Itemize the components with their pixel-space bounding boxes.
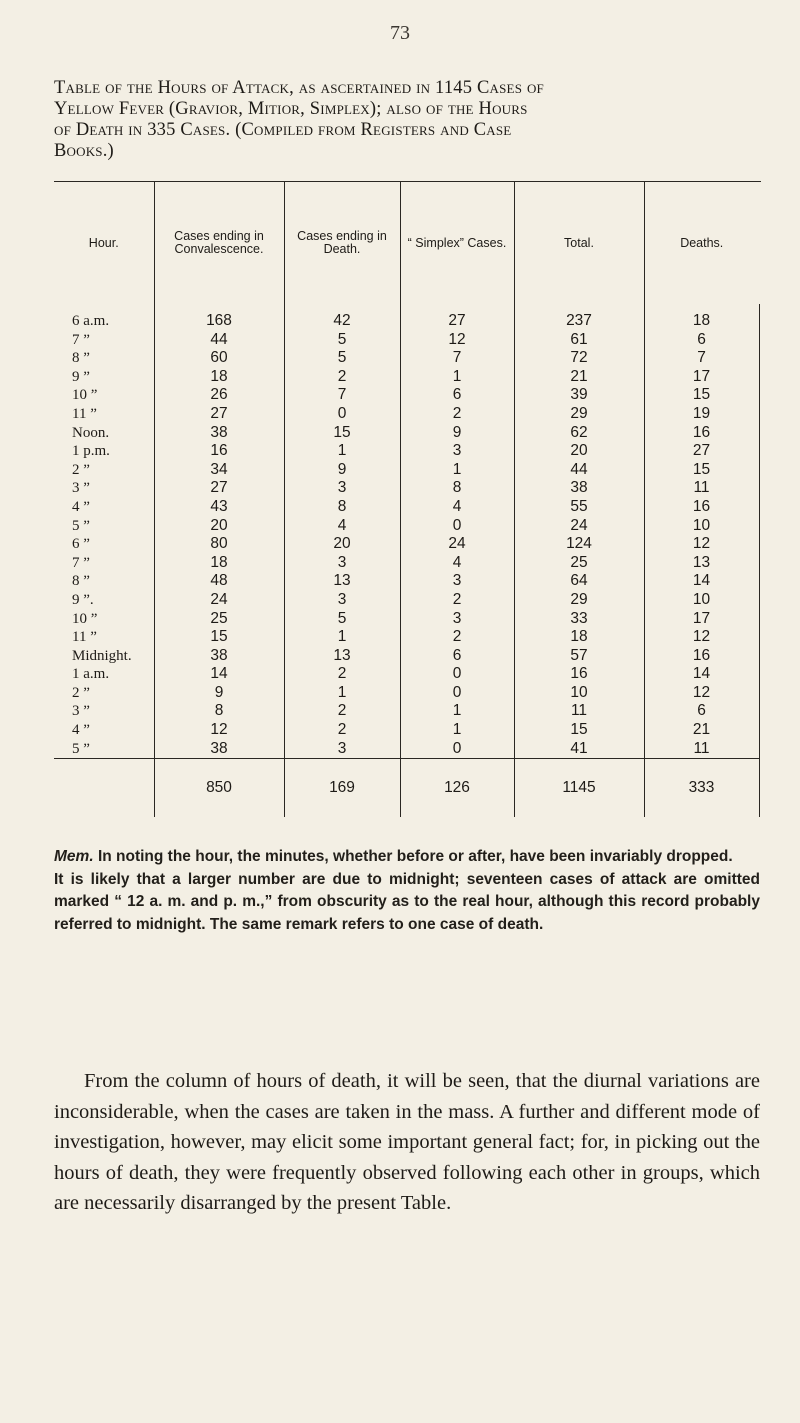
table-caption — [54, 78, 754, 162]
cell-convalescence: 38 — [154, 647, 284, 666]
cell-death-cases: 42 — [284, 304, 400, 331]
cell-convalescence: 43 — [154, 498, 284, 517]
cell-convalescence: 26 — [154, 386, 284, 405]
cell-deaths: 12 — [644, 628, 759, 647]
cell-convalescence: 27 — [154, 479, 284, 498]
cell-death-cases: 3 — [284, 479, 400, 498]
total-simplex: 126 — [400, 759, 514, 818]
cell-deaths: 21 — [644, 721, 759, 740]
cell-deaths: 11 — [644, 479, 759, 498]
cell-simplex: 12 — [400, 331, 514, 350]
table-row — [54, 424, 759, 443]
cell-convalescence: 16 — [154, 442, 284, 461]
cell-death-cases: 13 — [284, 647, 400, 666]
cell-deaths: 19 — [644, 405, 759, 424]
cell-simplex: 2 — [400, 591, 514, 610]
cell-deaths: 14 — [644, 665, 759, 684]
cell-total: 21 — [514, 368, 644, 387]
cell-simplex: 0 — [400, 517, 514, 536]
cell-hour: 7 ” — [54, 554, 154, 573]
cell-total: 72 — [514, 349, 644, 368]
cell-convalescence: 24 — [154, 591, 284, 610]
cell-convalescence: 38 — [154, 740, 284, 759]
cell-total: 18 — [514, 628, 644, 647]
caption-line: Table of the Hours of Attack, as ascertained in 1145 Cases of — [54, 78, 544, 98]
cell-convalescence: 8 — [154, 702, 284, 721]
cell-convalescence: 18 — [154, 554, 284, 573]
table-row — [54, 665, 759, 684]
total-deaths: 333 — [644, 759, 759, 818]
table-row — [54, 461, 759, 480]
total-hour — [54, 759, 154, 818]
table-row — [54, 572, 759, 591]
cell-hour: 8 ” — [54, 349, 154, 368]
table-row — [54, 368, 759, 387]
cell-hour: 11 ” — [54, 405, 154, 424]
cell-total: 44 — [514, 461, 644, 480]
cell-death-cases: 7 — [284, 386, 400, 405]
cell-deaths: 16 — [644, 647, 759, 666]
cell-convalescence: 20 — [154, 517, 284, 536]
cell-deaths: 12 — [644, 684, 759, 703]
cell-total: 41 — [514, 740, 644, 759]
cell-total: 38 — [514, 479, 644, 498]
cell-hour: 1 a.m. — [54, 665, 154, 684]
memo-first: In noting the hour, the minutes, whether before or after, have been invariably dropped. — [97, 848, 733, 865]
cell-hour: 2 ” — [54, 461, 154, 480]
total-total: 1145 — [514, 759, 644, 818]
cell-simplex: 7 — [400, 349, 514, 368]
cell-deaths: 13 — [644, 554, 759, 573]
cell-simplex: 24 — [400, 535, 514, 554]
cell-hour: 8 ” — [54, 572, 154, 591]
cell-simplex: 3 — [400, 442, 514, 461]
cell-total: 64 — [514, 572, 644, 591]
cell-deaths: 12 — [644, 535, 759, 554]
cell-convalescence: 168 — [154, 304, 284, 331]
cell-total: 15 — [514, 721, 644, 740]
table-row — [54, 702, 759, 721]
cell-convalescence: 15 — [154, 628, 284, 647]
table-row — [54, 442, 759, 461]
cell-convalescence: 60 — [154, 349, 284, 368]
table-row — [54, 647, 759, 666]
cell-total: 10 — [514, 684, 644, 703]
cell-hour: 4 ” — [54, 721, 154, 740]
cell-death-cases: 4 — [284, 517, 400, 536]
cell-deaths: 27 — [644, 442, 759, 461]
body-paragraph: From the column of hours of death, it will be seen, that the diurnal variations are inconsiderable, when the cases are taken in the mass. A further and different mode of investigation, however, may elicit some important general fact; for, in picking out the hours of death, they were frequently observed following each other in groups, which are necessarily disarranged by the present Table. — [54, 1070, 760, 1214]
cell-deaths: 10 — [644, 591, 759, 610]
cell-death-cases: 9 — [284, 461, 400, 480]
cell-simplex: 9 — [400, 424, 514, 443]
cell-simplex: 0 — [400, 665, 514, 684]
table-row — [54, 331, 759, 350]
cell-death-cases: 8 — [284, 498, 400, 517]
totals-row — [54, 759, 759, 818]
header-deaths: Deaths. — [680, 235, 724, 250]
cell-simplex: 0 — [400, 740, 514, 759]
cell-simplex: 2 — [400, 628, 514, 647]
memorandum — [54, 846, 760, 936]
cell-simplex: 1 — [400, 702, 514, 721]
cell-hour: 3 ” — [54, 479, 154, 498]
table-row — [54, 610, 759, 629]
cell-death-cases: 2 — [284, 665, 400, 684]
cell-convalescence: 9 — [154, 684, 284, 703]
table-row — [54, 591, 759, 610]
cell-total: 55 — [514, 498, 644, 517]
cell-total: 16 — [514, 665, 644, 684]
cell-total: 237 — [514, 304, 644, 331]
cell-death-cases: 1 — [284, 442, 400, 461]
cell-total: 33 — [514, 610, 644, 629]
cell-simplex: 27 — [400, 304, 514, 331]
hours-table — [54, 182, 760, 817]
header-total: Total. — [514, 182, 644, 304]
cell-deaths: 6 — [644, 331, 759, 350]
cell-total: 24 — [514, 517, 644, 536]
cell-hour: Midnight. — [54, 647, 154, 666]
table-row — [54, 304, 759, 331]
cell-deaths: 17 — [644, 368, 759, 387]
header-hour: Hour. — [54, 182, 154, 304]
cell-hour: 6 a.m. — [54, 304, 154, 331]
header-simplex: “ Simplex” Cases. — [400, 182, 514, 304]
cell-simplex: 3 — [400, 572, 514, 591]
cell-convalescence: 14 — [154, 665, 284, 684]
cell-death-cases: 5 — [284, 331, 400, 350]
cell-convalescence: 18 — [154, 368, 284, 387]
cell-deaths: 7 — [644, 349, 759, 368]
cell-simplex: 3 — [400, 610, 514, 629]
cell-death-cases: 3 — [284, 591, 400, 610]
caption-line: Books.) — [54, 141, 114, 161]
cell-total: 57 — [514, 647, 644, 666]
table-row — [54, 684, 759, 703]
cell-simplex: 1 — [400, 721, 514, 740]
cell-hour: 2 ” — [54, 684, 154, 703]
cell-simplex: 8 — [400, 479, 514, 498]
table-row — [54, 386, 759, 405]
cell-deaths: 18 — [644, 304, 759, 331]
cell-death-cases: 15 — [284, 424, 400, 443]
cell-deaths: 15 — [644, 461, 759, 480]
cell-deaths: 11 — [644, 740, 759, 759]
table-row — [54, 554, 759, 573]
table-header-row — [54, 182, 759, 304]
cell-total: 25 — [514, 554, 644, 573]
cell-deaths: 10 — [644, 517, 759, 536]
total-death-cases: 169 — [284, 759, 400, 818]
cell-simplex: 1 — [400, 368, 514, 387]
cell-deaths: 16 — [644, 424, 759, 443]
cell-hour: 5 ” — [54, 517, 154, 536]
cell-hour: 4 ” — [54, 498, 154, 517]
table-row — [54, 479, 759, 498]
table-row — [54, 498, 759, 517]
cell-convalescence: 34 — [154, 461, 284, 480]
memo-second: It is likely that a larger number are due to midnight; seventeen cases of attack are omitted marked “ 12 a. m. and p. m.,” from obscurity as to the real hour, although this record probably referred to midnight. The same remark refers to one case of death. — [54, 870, 760, 933]
cell-hour: 10 ” — [54, 610, 154, 629]
cell-total: 61 — [514, 331, 644, 350]
table-row — [54, 405, 759, 424]
page-number: 73 — [390, 22, 410, 44]
cell-deaths: 16 — [644, 498, 759, 517]
cell-simplex: 1 — [400, 461, 514, 480]
table-body — [54, 304, 759, 817]
cell-death-cases: 2 — [284, 368, 400, 387]
cell-simplex: 4 — [400, 498, 514, 517]
cell-simplex: 6 — [400, 647, 514, 666]
cell-simplex: 6 — [400, 386, 514, 405]
cell-total: 62 — [514, 424, 644, 443]
cell-death-cases: 3 — [284, 740, 400, 759]
caption-line: of Death in 335 Cases. (Compiled from Registers and Case — [54, 120, 512, 140]
cell-simplex: 0 — [400, 684, 514, 703]
cell-hour: 7 ” — [54, 331, 154, 350]
cell-death-cases: 20 — [284, 535, 400, 554]
cell-convalescence: 48 — [154, 572, 284, 591]
cell-hour: 6 ” — [54, 535, 154, 554]
cell-convalescence: 25 — [154, 610, 284, 629]
cell-death-cases: 2 — [284, 721, 400, 740]
cell-convalescence: 12 — [154, 721, 284, 740]
cell-total: 29 — [514, 591, 644, 610]
cell-deaths: 15 — [644, 386, 759, 405]
cell-death-cases: 1 — [284, 684, 400, 703]
header-death-cases: Cases ending in Death. — [284, 182, 400, 304]
cell-death-cases: 1 — [284, 628, 400, 647]
table-row — [54, 517, 759, 536]
cell-hour: 10 ” — [54, 386, 154, 405]
cell-deaths: 6 — [644, 702, 759, 721]
caption-line: Yellow Fever (Gravior, Mitior, Simplex); also of the Hours — [54, 99, 528, 119]
cell-hour: 3 ” — [54, 702, 154, 721]
cell-deaths: 14 — [644, 572, 759, 591]
table-row — [54, 628, 759, 647]
cell-simplex: 4 — [400, 554, 514, 573]
cell-death-cases: 5 — [284, 349, 400, 368]
cell-total: 29 — [514, 405, 644, 424]
hours-table-container — [54, 181, 761, 820]
table-row — [54, 349, 759, 368]
cell-convalescence: 44 — [154, 331, 284, 350]
header-convalescence: Cases ending in Convalescence. — [154, 182, 284, 304]
table-row — [54, 721, 759, 740]
memo-label: Mem. — [54, 848, 94, 865]
cell-death-cases: 0 — [284, 405, 400, 424]
cell-hour: 9 ”. — [54, 591, 154, 610]
cell-total: 39 — [514, 386, 644, 405]
table-row — [54, 740, 759, 759]
cell-hour: Noon. — [54, 424, 154, 443]
table-row — [54, 535, 759, 554]
total-convalescence: 850 — [154, 759, 284, 818]
cell-hour: 11 ” — [54, 628, 154, 647]
cell-hour: 1 p.m. — [54, 442, 154, 461]
cell-death-cases: 2 — [284, 702, 400, 721]
cell-death-cases: 3 — [284, 554, 400, 573]
cell-hour: 5 ” — [54, 740, 154, 759]
cell-hour: 9 ” — [54, 368, 154, 387]
cell-simplex: 2 — [400, 405, 514, 424]
cell-total: 124 — [514, 535, 644, 554]
cell-total: 11 — [514, 702, 644, 721]
cell-convalescence: 38 — [154, 424, 284, 443]
cell-death-cases: 13 — [284, 572, 400, 591]
cell-total: 20 — [514, 442, 644, 461]
cell-death-cases: 5 — [284, 610, 400, 629]
cell-convalescence: 80 — [154, 535, 284, 554]
cell-deaths: 17 — [644, 610, 759, 629]
cell-convalescence: 27 — [154, 405, 284, 424]
